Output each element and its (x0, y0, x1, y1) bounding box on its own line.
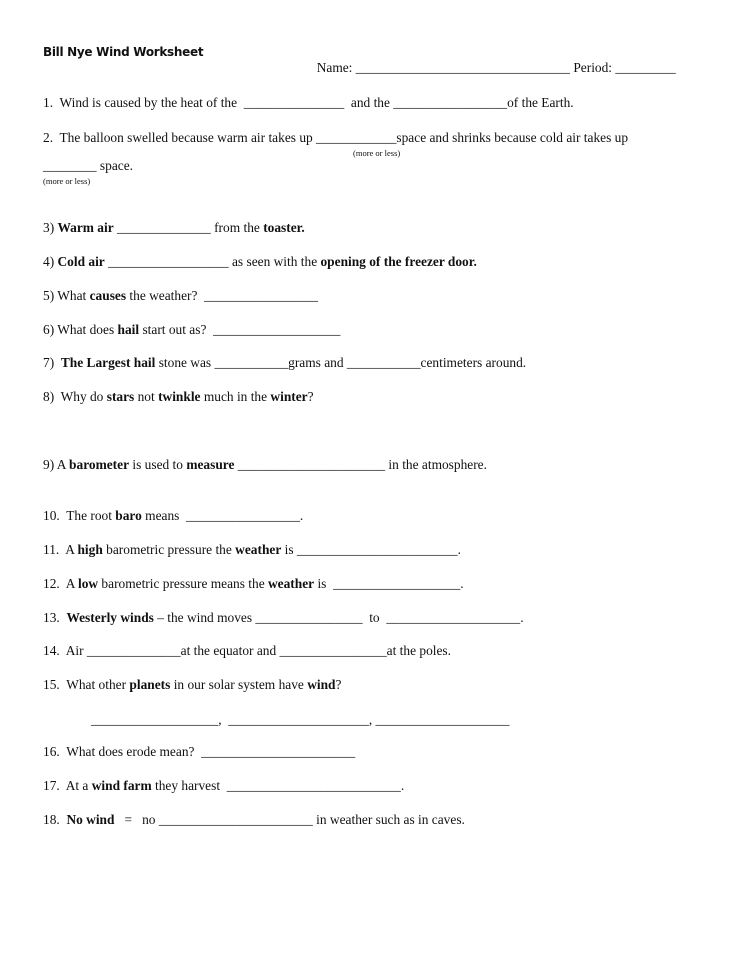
question-line (43, 643, 451, 659)
question-text: is used to (129, 457, 187, 472)
bold-keyword: twinkle (158, 389, 201, 404)
header-fields (310, 44, 676, 76)
question-text: 16. What does erode mean? _______________________ (43, 744, 356, 759)
worksheet-title: Bill Nye Wind Worksheet (43, 45, 204, 59)
bold-keyword: causes (89, 288, 127, 303)
question-text: stone was ___________grams and ___________centimeters around. (155, 355, 527, 370)
question-line (43, 322, 340, 338)
question-text: 18. (43, 812, 67, 827)
question-line (43, 355, 526, 371)
bold-keyword: weather (235, 542, 282, 557)
question-line (43, 610, 524, 626)
bold-keyword: high (77, 542, 103, 557)
question-text: 15. What other (43, 677, 130, 692)
question-line (43, 158, 133, 174)
bold-keyword: low (77, 576, 99, 591)
bold-keyword: wind farm (91, 778, 152, 793)
question-text: 1. Wind is caused by the heat of the _______________ and the _________________of the Earth. (43, 95, 574, 110)
question-line (43, 744, 355, 760)
bold-keyword: weather (268, 576, 315, 591)
question-text: 12. A (43, 576, 78, 591)
hint-text (353, 145, 400, 161)
question-text: 11. A (43, 542, 78, 557)
question-text: 13. (43, 610, 67, 625)
question-text: 9) A (43, 457, 70, 472)
period-label: Period: (570, 60, 616, 75)
question-text: 3) (43, 220, 58, 235)
question-text: start out as? ___________________ (139, 322, 341, 337)
question-text: ? (307, 389, 314, 404)
bold-keyword: The Largest hail (60, 355, 156, 370)
question-text: barometric pressure the (102, 542, 236, 557)
question-line (91, 712, 509, 728)
question-line (43, 812, 465, 828)
question-text: – the wind moves ________________ to ____________________. (153, 610, 524, 625)
question-text: barometric pressure means the (98, 576, 268, 591)
question-text: the weather? _________________ (126, 288, 318, 303)
name-field[interactable]: ________________________________ (355, 60, 570, 75)
question-text: 2. The balloon swelled because warm air takes up ____________space and shrinks because cold air takes up (43, 130, 629, 145)
question-text: ________ space. (43, 158, 133, 173)
question-line (43, 389, 314, 405)
bold-keyword: No wind (66, 812, 115, 827)
question-text: 5) What (43, 288, 90, 303)
question-text: 14. Air ______________at the equator and ________________at the poles. (43, 643, 451, 658)
question-text: not (134, 389, 159, 404)
question-line (43, 778, 404, 794)
question-text: 6) What does (43, 322, 118, 337)
question-text: = no _______________________ in weather such as in caves. (114, 812, 465, 827)
question-text: 8) Why do (43, 389, 107, 404)
question-line (43, 254, 477, 270)
question-text: (more or less) (353, 148, 401, 158)
question-line (43, 288, 318, 304)
bold-keyword: hail (117, 322, 140, 337)
question-text: ______________ from the (113, 220, 264, 235)
bold-keyword: wind (307, 677, 336, 692)
question-line (43, 130, 628, 146)
question-text: 17. At a (43, 778, 92, 793)
bold-keyword: planets (129, 677, 171, 692)
bold-keyword: Westerly winds (66, 610, 154, 625)
bold-keyword: baro (115, 508, 142, 523)
question-text: ? (335, 677, 342, 692)
question-line (43, 677, 341, 693)
question-text: ______________________ in the atmosphere. (234, 457, 487, 472)
question-text: in our solar system have (170, 677, 308, 692)
bold-keyword: toaster. (263, 220, 305, 235)
name-label: Name: (316, 60, 356, 75)
question-line (43, 457, 487, 473)
period-field[interactable]: _________ (615, 60, 676, 75)
question-line (43, 95, 574, 111)
bold-keyword: Warm air (57, 220, 114, 235)
question-text: 10. The root (43, 508, 116, 523)
bold-keyword: stars (106, 389, 135, 404)
hint-text (43, 173, 90, 189)
question-text: (more or less) (43, 176, 91, 186)
question-line (43, 576, 464, 592)
bold-keyword: measure (186, 457, 235, 472)
bold-keyword: opening of the freezer door. (320, 254, 477, 269)
question-text: 4) (43, 254, 58, 269)
question-text: much in the (200, 389, 271, 404)
question-text: ___________________, _____________________, ____________________ (91, 712, 510, 727)
question-line (43, 220, 305, 236)
bold-keyword: winter (270, 389, 308, 404)
question-line (43, 508, 303, 524)
bold-keyword: Cold air (57, 254, 105, 269)
question-text: is ___________________. (314, 576, 464, 591)
bold-keyword: barometer (69, 457, 130, 472)
question-text: 7) (43, 355, 61, 370)
question-text: is ________________________. (281, 542, 461, 557)
question-text: __________________ as seen with the (104, 254, 321, 269)
question-line (43, 542, 461, 558)
question-text: they harvest __________________________. (151, 778, 405, 793)
question-text: means _________________. (141, 508, 304, 523)
